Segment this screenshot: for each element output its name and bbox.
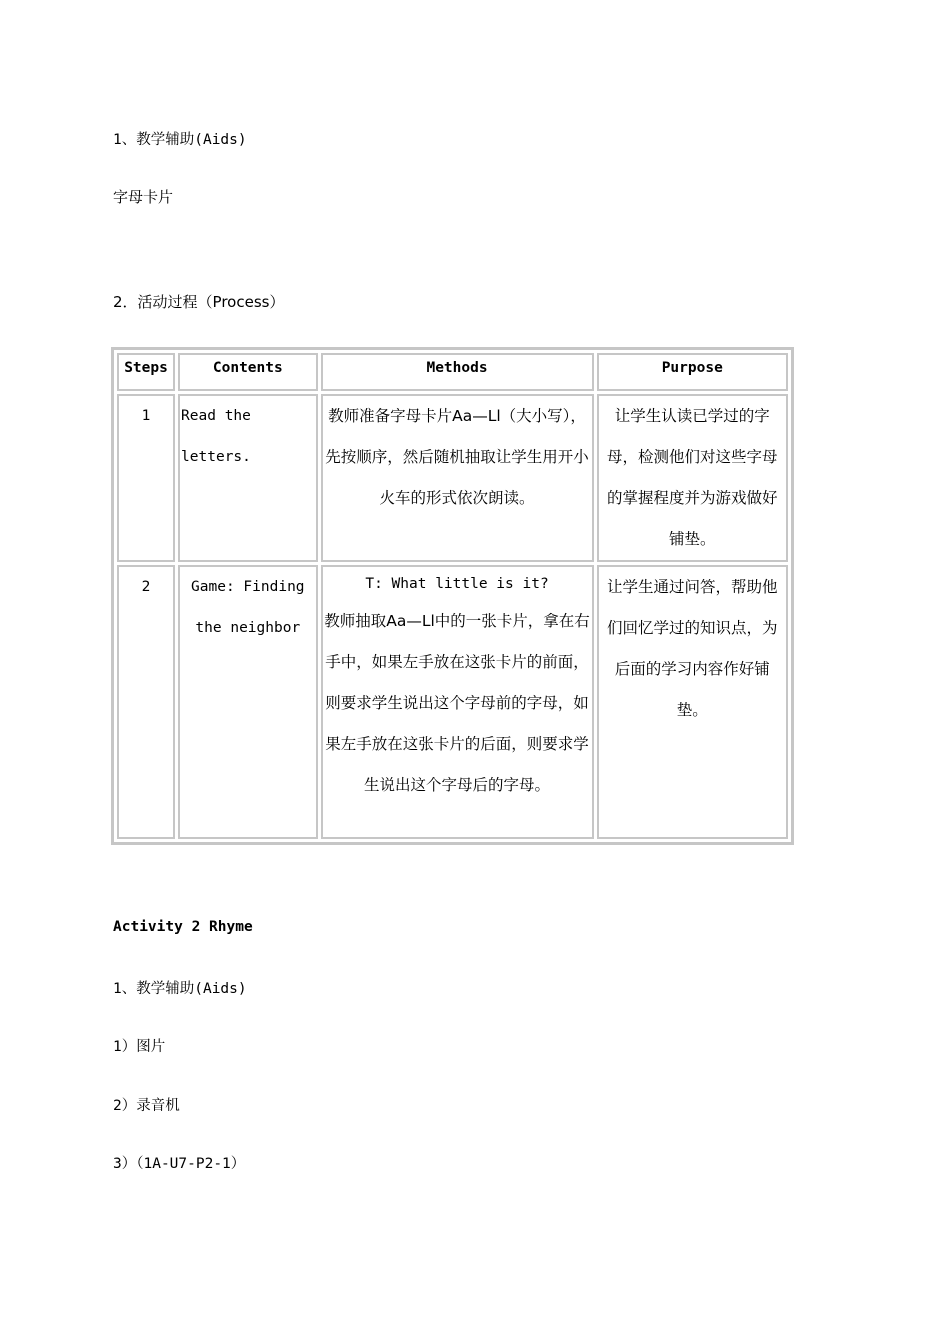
step-cell: 2 [117, 565, 175, 839]
table-header-row [117, 353, 788, 391]
activity-title: Activity 2 Rhyme [113, 919, 253, 935]
table-row [117, 394, 788, 562]
list-item: 2）录音机 [113, 1098, 180, 1114]
methods-question: T: What little is it? [365, 576, 549, 592]
table-row [117, 565, 788, 839]
methods-text: 教师抽取Aa—Ll中的一张卡片，拿在右手中，如果左手放在这张卡片的前面，则要求学生说出这个字母前的字母，如果左手放在这张卡片的后面，则要求学生说出这个字母后的字母。 [324, 612, 590, 794]
aids-heading: 1、教学辅助(Aids) [113, 132, 247, 148]
header-purpose: Purpose [597, 353, 789, 391]
process-table [111, 347, 794, 845]
list-item: 3）（1A-U7-P2-1） [113, 1156, 246, 1172]
process-heading: 2．活动过程（Process） [113, 293, 285, 311]
purpose-cell: 让学生认读已学过的字母，检测他们对这些字母的掌握程度并为游戏做好铺垫。 [597, 394, 789, 562]
header-steps: Steps [117, 353, 175, 391]
contents-cell: Game: Finding the neighbor [178, 565, 318, 839]
header-contents: Contents [178, 353, 318, 391]
step-cell: 1 [117, 394, 175, 562]
purpose-cell: 让学生通过问答，帮助他们回忆学过的知识点，为后面的学习内容作好铺垫。 [597, 565, 789, 839]
methods-cell [321, 565, 594, 839]
aids-item: 字母卡片 [113, 188, 174, 206]
aids-heading-2: 1、教学辅助(Aids) [113, 981, 247, 997]
header-methods: Methods [321, 353, 594, 391]
methods-cell: 教师准备字母卡片Aa—Ll（大小写），先按顺序，然后随机抽取让学生用开小火车的形式依次朗读。 [321, 394, 594, 562]
list-item: 1）图片 [113, 1039, 166, 1055]
contents-cell: Read the letters. [178, 394, 318, 562]
